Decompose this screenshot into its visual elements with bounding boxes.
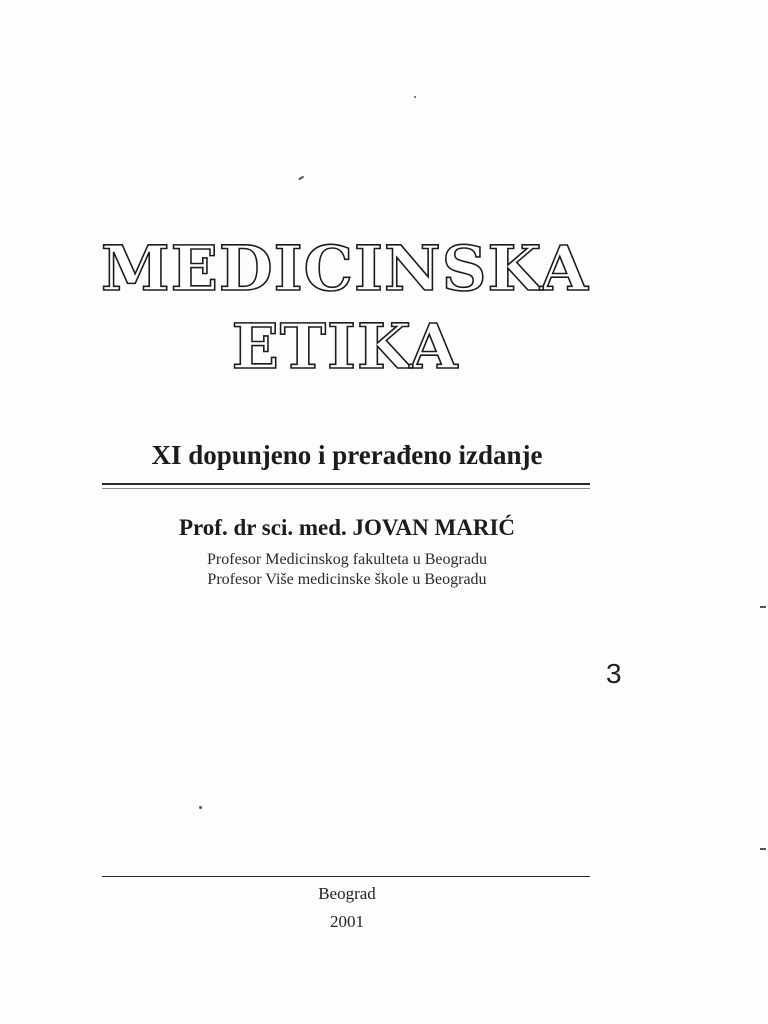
scan-speck [298, 176, 304, 180]
divider-top-thin [102, 488, 590, 489]
scan-speck [199, 806, 202, 809]
scan-speck [760, 606, 766, 608]
author-affiliation-1: Profesor Medicinskog fakulteta u Beogradu [207, 551, 487, 568]
publication-city: Beograd [318, 884, 376, 903]
scan-speck [414, 96, 416, 98]
author-name: Prof. dr sci. med. JOVAN MARIĆ [178, 515, 516, 540]
divider-top [102, 483, 590, 485]
book-title-line-1: MEDICINSKA [101, 232, 589, 305]
page-number: 3 [606, 658, 622, 689]
book-title-line-2: ETIKA [231, 310, 459, 383]
author-affiliation-2: Profesor Više medicinske škole u Beogradu [207, 571, 487, 588]
scan-speck [760, 848, 766, 850]
divider-bottom [102, 876, 590, 877]
publication-year: 2001 [330, 912, 364, 931]
edition-statement: XI dopunjeno i prerađeno izdanje [151, 440, 543, 470]
